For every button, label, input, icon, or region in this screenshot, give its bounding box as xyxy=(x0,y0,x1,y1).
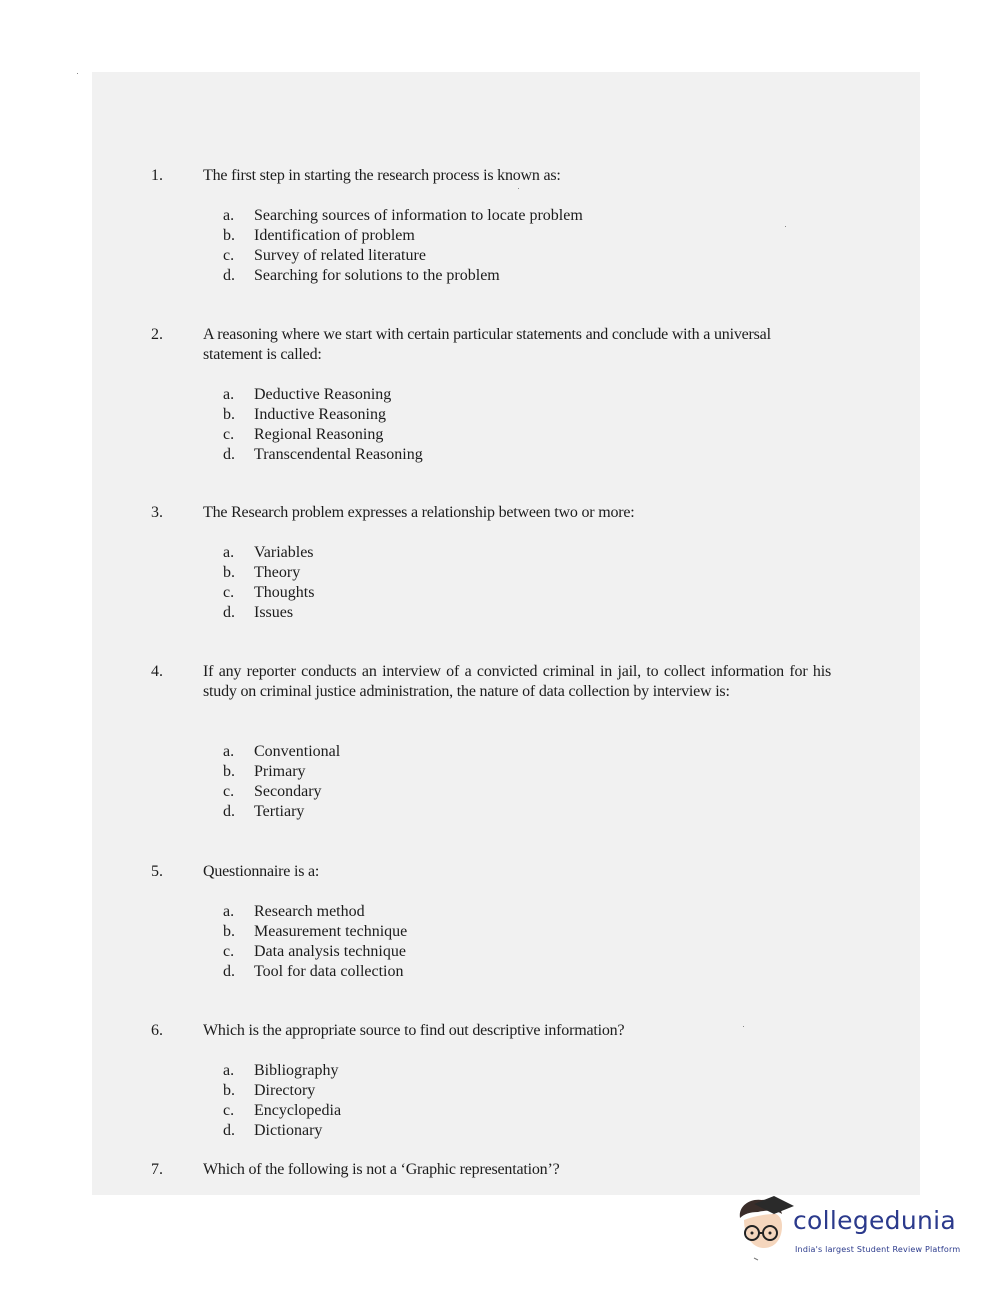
option-text: Bibliography xyxy=(254,1062,339,1079)
option-text: Tool for data collection xyxy=(254,963,404,980)
question-text: Which is the appropriate source to find out descriptive information? xyxy=(203,1022,625,1039)
option-text: Regional Reasoning xyxy=(254,426,384,443)
option-text: Encyclopedia xyxy=(254,1102,342,1119)
option-letter: d. xyxy=(223,604,235,621)
option-letter: a. xyxy=(223,1062,235,1079)
option-text: Identification of problem xyxy=(254,227,415,244)
question-text: If any reporter conducts an interview of a convicted criminal in jail, to collect information for his study on criminal justice administration, the nature of data collection by interview is: xyxy=(203,663,831,700)
option-text: Deductive Reasoning xyxy=(254,386,392,403)
option-letter: a. xyxy=(223,386,235,403)
option-letter: a. xyxy=(223,903,235,920)
option-letter: c. xyxy=(223,943,235,960)
option-letter: c. xyxy=(223,426,235,443)
option-text: Transcendental Reasoning xyxy=(254,446,423,463)
option-letter: c. xyxy=(223,247,235,264)
option-text: Directory xyxy=(254,1082,316,1099)
option-letter: a. xyxy=(223,743,235,760)
option-text: Data analysis technique xyxy=(254,943,406,960)
option-text: Searching sources of information to locate problem xyxy=(254,207,583,224)
question-text: The Research problem expresses a relationship between two or more: xyxy=(203,504,635,521)
option-text: Research method xyxy=(254,903,365,920)
question-number: 2. xyxy=(151,326,163,343)
question-number: 3. xyxy=(151,504,163,521)
option-letter: b. xyxy=(223,564,235,581)
option-text: Dictionary xyxy=(254,1122,323,1139)
option-letter: a. xyxy=(223,207,235,224)
option-text: Secondary xyxy=(254,783,322,800)
option-letter: b. xyxy=(223,1082,235,1099)
option-text: Survey of related literature xyxy=(254,247,426,264)
option-text: Measurement technique xyxy=(254,923,408,940)
option-letter: c. xyxy=(223,783,235,800)
option-letter: b. xyxy=(223,763,235,780)
option-letter: d. xyxy=(223,446,235,463)
option-text: Inductive Reasoning xyxy=(254,406,386,423)
option-letter: b. xyxy=(223,227,235,244)
scan-speck xyxy=(785,226,786,227)
option-letter: a. xyxy=(223,544,235,561)
option-text: Conventional xyxy=(254,743,341,760)
option-text: Variables xyxy=(254,544,314,561)
question-text: Questionnaire is a: xyxy=(203,863,320,880)
option-letter: c. xyxy=(223,1102,235,1119)
question-number: 5. xyxy=(151,863,163,880)
option-text: Searching for solutions to the problem xyxy=(254,267,500,284)
question-text: A reasoning where we start with certain particular statements and conclude with a universal statement is called: xyxy=(203,326,771,363)
brand-name: collegedunia xyxy=(793,1206,956,1235)
option-letter: d. xyxy=(223,963,235,980)
option-letter: d. xyxy=(223,803,235,820)
option-letter: b. xyxy=(223,923,235,940)
question-number: 4. xyxy=(151,663,163,680)
option-text: Theory xyxy=(254,564,301,581)
option-text: Tertiary xyxy=(254,803,305,820)
question-number: 1. xyxy=(151,167,163,184)
option-text: Primary xyxy=(254,763,306,780)
scan-speck xyxy=(77,73,78,74)
option-letter: b. xyxy=(223,406,235,423)
option-letter: d. xyxy=(223,1122,235,1139)
question-text: Which of the following is not a ‘Graphic representation’? xyxy=(203,1161,560,1178)
question-number: 6. xyxy=(151,1022,163,1039)
question-text: The first step in starting the research process is known as: xyxy=(203,167,561,184)
option-text: Issues xyxy=(254,604,294,621)
brand-tagline: India's largest Student Review Platform xyxy=(795,1245,961,1254)
option-letter: c. xyxy=(223,584,235,601)
option-letter: d. xyxy=(223,267,235,284)
scan-speck xyxy=(518,188,519,189)
question-number: 7. xyxy=(151,1161,163,1178)
option-text: Thoughts xyxy=(254,584,315,601)
